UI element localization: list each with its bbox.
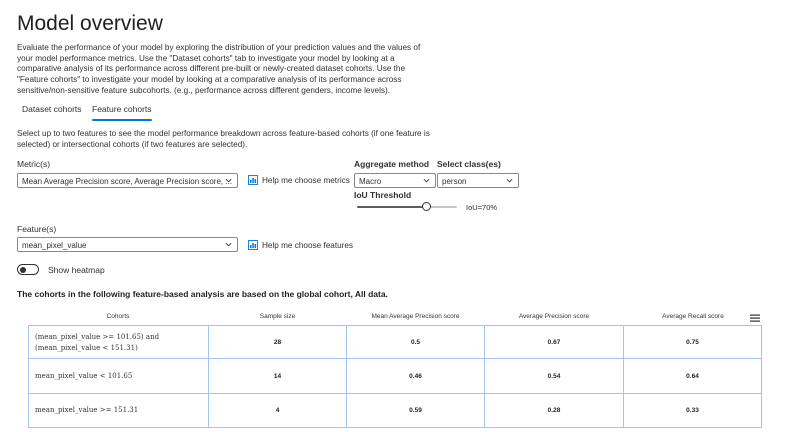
help-choose-features-link[interactable] (248, 240, 358, 252)
chart-menu-icon[interactable] (749, 313, 761, 323)
iou-slider-thumb[interactable] (422, 202, 431, 211)
table-cell (346, 325, 485, 359)
aggregate-method-value: Macro (359, 177, 382, 186)
show-heatmap-label: Show heatmap (48, 265, 105, 275)
show-heatmap-toggle[interactable] (17, 264, 39, 275)
table-cell (623, 393, 762, 428)
table-row-cohort-cell (28, 393, 209, 428)
column-header-sample-size: Sample size (259, 313, 296, 320)
metrics-label: Metric(s) (17, 159, 51, 169)
ar-value: 0.33 (686, 407, 699, 414)
cohort-label-line1: mean_pixel_value < 101.65 (35, 372, 133, 380)
ar-value: 0.75 (686, 339, 699, 346)
help-choose-features-label: Help me choose features (262, 241, 354, 250)
help-choose-metrics-link[interactable] (248, 175, 358, 187)
select-classes-dropdown[interactable] (437, 173, 519, 188)
iou-threshold-value: IoU=70% (466, 203, 498, 212)
chevron-down-icon (225, 177, 232, 184)
table-cell (623, 325, 762, 359)
tab-dataset-cohorts[interactable]: Dataset cohorts (22, 104, 82, 114)
column-header-ap: Average Precision score (518, 313, 590, 320)
table-cell (208, 358, 347, 394)
page-description: Evaluate the performance of your model by exploring the distribution of your prediction values and the values of your model performance metrics. Use the "Dataset cohorts" tab to investigate your model by looking at a comparative analysis of its performance across different pre-built or newly-created dataset cohorts. Use the "Feature cohorts" to investigate your model by looking at a comparative analysis of its performance across sensitive/non-sensitive feature subcohorts. (e.g., performance across different genders, income levels). (17, 43, 421, 95)
ap-value: 0.54 (547, 373, 561, 380)
chevron-down-icon (423, 177, 430, 184)
map-value: 0.46 (409, 373, 422, 380)
iou-threshold-label: IoU Threshold (354, 190, 412, 200)
chart-help-icon (248, 175, 258, 185)
ap-value: 0.67 (547, 339, 561, 346)
map-value: 0.59 (409, 407, 422, 414)
column-header-map: Mean Average Precision score (371, 313, 460, 320)
sample-size-value: 14 (273, 373, 282, 380)
cohort-label-line1: mean_pixel_value >= 151.31 (35, 406, 139, 414)
chart-help-icon (248, 240, 258, 250)
cohort-label-line1: (mean_pixel_value >= 101.65) and (35, 333, 160, 341)
table-cell (484, 358, 624, 394)
tab-feature-cohorts[interactable]: Feature cohorts (92, 104, 152, 114)
sample-size-value: 4 (275, 407, 280, 414)
map-value: 0.5 (410, 339, 421, 346)
features-dropdown[interactable] (17, 237, 238, 252)
instructions-text: Select up to two features to see the model performance breakdown across feature-based cohorts (if one feature is selected) or intersectional cohorts (if two features are selected). (17, 129, 430, 149)
analysis-caption: The cohorts in the following feature-based analysis are based on the global cohort, All data. (17, 289, 388, 299)
toggle-knob (20, 267, 26, 273)
select-classes-label: Select class(es) (437, 159, 501, 169)
table-cell (484, 393, 624, 428)
aggregate-method-label: Aggregate method (354, 159, 430, 169)
column-header-cohorts: Cohorts (106, 313, 130, 320)
metrics-dropdown[interactable] (17, 173, 238, 188)
page-title: Model overview (17, 12, 163, 35)
metrics-dropdown-value: Mean Average Precision score, Average Precision score, ... (22, 177, 233, 186)
table-cell (208, 325, 347, 359)
table-cell (484, 325, 624, 359)
iou-slider-fill (357, 206, 427, 208)
features-dropdown-value: mean_pixel_value (22, 241, 87, 250)
chevron-down-icon (506, 177, 513, 184)
table-cell (346, 393, 485, 428)
features-label: Feature(s) (17, 224, 57, 234)
table-cell (623, 358, 762, 394)
table-row-cohort-cell (28, 325, 209, 359)
table-row-cohort-cell (28, 358, 209, 394)
select-classes-value: person (442, 177, 467, 186)
table-cell (208, 393, 347, 428)
chevron-down-icon (225, 241, 232, 248)
help-choose-metrics-label: Help me choose metrics (262, 176, 350, 185)
table-cell (346, 358, 485, 394)
aggregate-method-dropdown[interactable] (354, 173, 436, 188)
ar-value: 0.64 (686, 373, 699, 380)
sample-size-value: 28 (273, 339, 282, 346)
column-header-ar: Average Recall score (662, 313, 724, 320)
ap-value: 0.28 (547, 407, 561, 414)
cohort-label-line2: (mean_pixel_value < 151.31) (35, 344, 138, 352)
